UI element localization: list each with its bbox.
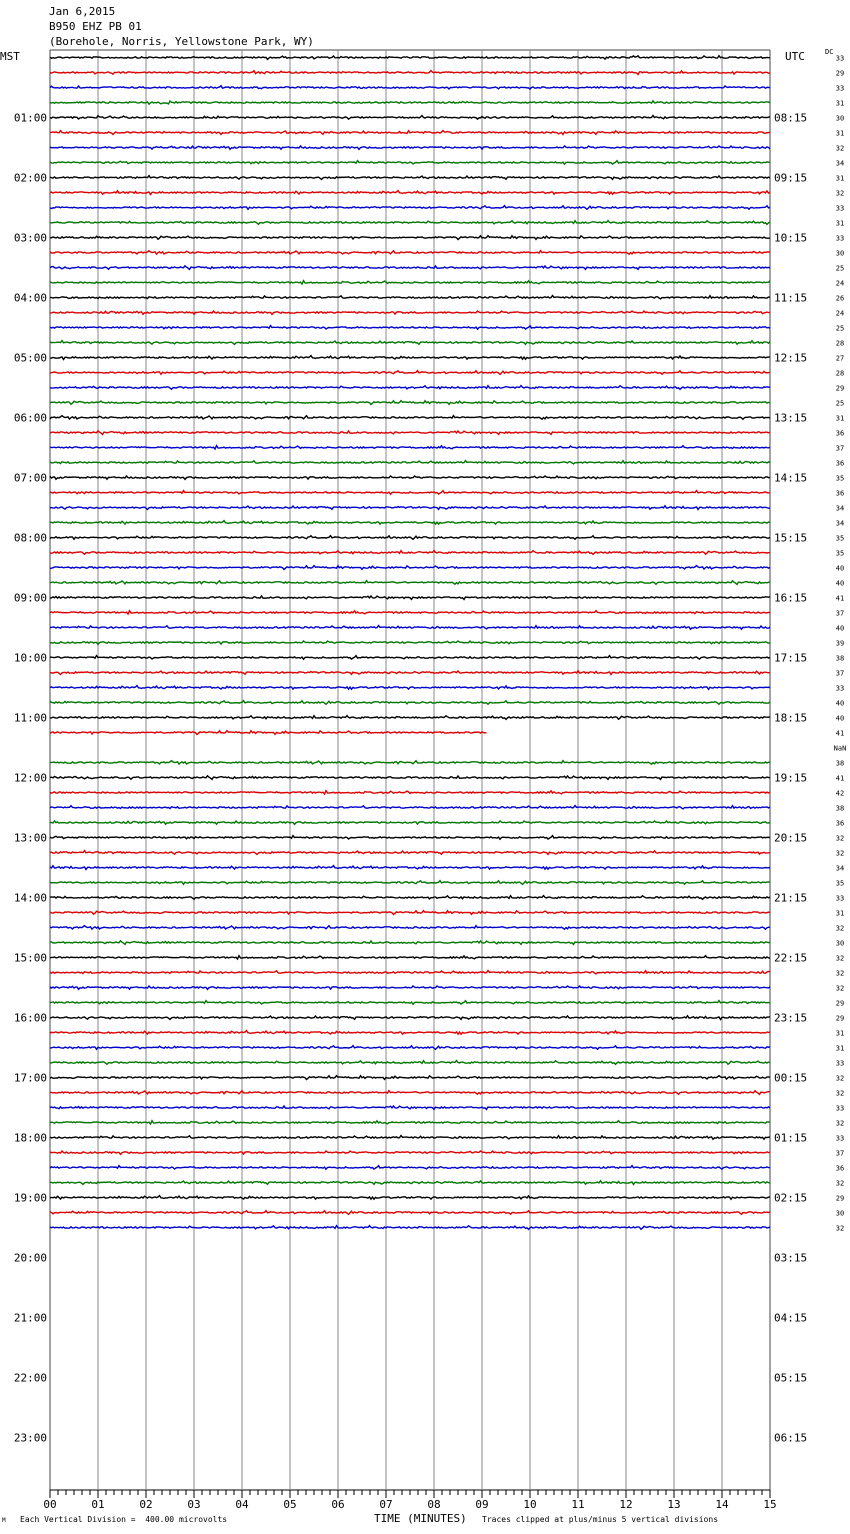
dc-offset-value: 41 [835, 729, 845, 738]
seismic-trace [50, 881, 770, 885]
dc-offset-value: 36 [835, 459, 845, 468]
seismic-trace [50, 1121, 770, 1124]
clip-note: Traces clipped at plus/minus 5 vertical divisions [482, 1515, 719, 1524]
dc-offset-value: 30 [835, 1209, 845, 1218]
mst-hour-label: 19:00 [13, 1191, 47, 1205]
plot-date: Jan 6,2015 [49, 5, 116, 18]
mst-hour-label: 10:00 [13, 651, 47, 665]
x-tick-label: 15 [763, 1498, 777, 1511]
utc-hour-label: 21:15 [774, 891, 808, 905]
mst-hour-label: 20:00 [13, 1251, 47, 1265]
seismic-trace [50, 896, 770, 900]
seismic-trace [50, 311, 770, 314]
mst-hour-label: 04:00 [13, 291, 47, 305]
seismic-trace [50, 1031, 770, 1035]
seismic-trace [50, 86, 770, 89]
seismic-trace [50, 1136, 770, 1140]
dc-offset-value: 33 [835, 684, 845, 693]
dc-offset-value: 32 [835, 969, 845, 978]
seismic-trace [50, 611, 770, 614]
dc-offset-value: 32 [835, 144, 845, 153]
seismic-trace [50, 536, 770, 540]
seismic-trace [50, 281, 770, 284]
dc-offset-value: 33 [835, 234, 845, 243]
dc-offset-value: 38 [835, 804, 845, 813]
mst-hour-label: 12:00 [13, 771, 47, 785]
dc-offset-value: 34 [835, 519, 845, 528]
utc-hour-label: 02:15 [774, 1191, 808, 1205]
utc-hour-label: 05:15 [774, 1371, 808, 1385]
mst-hour-label: 16:00 [13, 1011, 47, 1025]
dc-offset-value: 26 [835, 294, 845, 303]
dc-offset-value: 40 [835, 579, 845, 588]
seismic-trace [50, 386, 770, 390]
mst-hour-label: 17:00 [13, 1071, 47, 1085]
dc-offset-value: 28 [835, 339, 845, 348]
utc-hour-label: 18:15 [774, 711, 808, 725]
dc-offset-value: 32 [835, 834, 845, 843]
utc-hour-label: 19:15 [774, 771, 808, 785]
seismic-trace [50, 941, 770, 945]
seismic-trace [50, 176, 770, 180]
dc-offset-value: 33 [835, 84, 845, 93]
seismic-trace [50, 761, 770, 765]
dc-offset-value: 24 [835, 279, 845, 288]
seismic-trace [50, 506, 770, 510]
dc-offset-value: 33 [835, 54, 845, 63]
seismic-trace [50, 101, 770, 104]
dc-offset-value: 35 [835, 549, 845, 558]
dc-offset-value: 32 [835, 1119, 845, 1128]
seismic-trace [50, 236, 770, 240]
mst-hour-label: 13:00 [13, 831, 47, 845]
dc-offset-value: 28 [835, 369, 845, 378]
dc-offset-value: 27 [835, 354, 845, 363]
seismic-trace [50, 1181, 770, 1185]
seismic-trace [50, 821, 770, 825]
mst-hour-label: 07:00 [13, 471, 47, 485]
seismic-trace [50, 191, 770, 195]
utc-hour-label: 17:15 [774, 651, 808, 665]
dc-offset-value: 32 [835, 849, 845, 858]
utc-hour-label: 16:15 [774, 591, 808, 605]
dc-offset-value: 31 [835, 1044, 845, 1053]
dc-offset-value: 34 [835, 504, 845, 513]
dc-offset-value: 36 [835, 489, 845, 498]
utc-hour-label: 11:15 [774, 291, 808, 305]
seismic-trace [50, 791, 770, 794]
dc-offset-value: 32 [835, 189, 845, 198]
dc-offset-value: 33 [835, 894, 845, 903]
dc-offset-value: 30 [835, 114, 845, 123]
dc-offset-value: 38 [835, 759, 845, 768]
seismic-trace [50, 221, 770, 225]
mst-hour-label: 15:00 [13, 951, 47, 965]
x-tick-label: 05 [283, 1498, 297, 1511]
dc-offset-value: 37 [835, 1149, 845, 1158]
dc-offset-value: 32 [835, 1224, 845, 1233]
dc-offset-value: 34 [835, 864, 845, 873]
seismic-trace [50, 371, 770, 375]
dc-offset-value: 33 [835, 1059, 845, 1068]
utc-hour-label: 14:15 [774, 471, 808, 485]
mst-hour-label: 03:00 [13, 231, 47, 245]
seismic-trace [50, 1061, 770, 1065]
seismic-trace [50, 1196, 770, 1200]
dc-offset-value: 30 [835, 939, 845, 948]
utc-hour-label: 12:15 [774, 351, 808, 365]
dc-offset-value: 41 [835, 774, 845, 783]
utc-hour-label: 13:15 [774, 411, 808, 425]
dc-offset-value: 37 [835, 609, 845, 618]
seismic-trace [50, 671, 770, 675]
dc-offset-value: 42 [835, 789, 845, 798]
seismic-trace [50, 656, 770, 660]
seismic-trace [50, 776, 770, 780]
scale-note: Each Vertical Division = 400.00 microvolts [20, 1515, 228, 1524]
seismic-trace [50, 851, 770, 855]
mst-hour-label: 18:00 [13, 1131, 47, 1145]
x-tick-label: 02 [139, 1498, 153, 1511]
dc-offset-value: 29 [835, 69, 845, 78]
mst-hour-label: 01:00 [13, 111, 47, 125]
mst-hour-label: 14:00 [13, 891, 47, 905]
seismic-trace [50, 401, 770, 405]
mst-axis-label: MST [0, 50, 20, 63]
mst-hour-label: 21:00 [13, 1311, 47, 1325]
utc-hour-label: 01:15 [774, 1131, 808, 1145]
utc-hour-label: 20:15 [774, 831, 808, 845]
seismic-trace [50, 461, 770, 464]
seismic-trace [50, 596, 770, 599]
mst-hour-label: 11:00 [13, 711, 47, 725]
x-tick-label: 09 [475, 1498, 489, 1511]
x-tick-label: 14 [715, 1498, 729, 1511]
dc-offset-value: 33 [835, 1134, 845, 1143]
seismic-trace [50, 56, 770, 60]
x-tick-label: 00 [43, 1498, 57, 1511]
dc-offset-value: 41 [835, 594, 845, 603]
seismic-trace [50, 341, 770, 345]
seismic-trace [50, 431, 770, 435]
dc-offset-value: 29 [835, 1194, 845, 1203]
station-code: B950 EHZ PB 01 [49, 20, 142, 33]
dc-offset-value: 40 [835, 699, 845, 708]
dc-offset-value: 31 [835, 219, 845, 228]
seismic-trace [50, 356, 770, 360]
dc-offset-value: 35 [835, 534, 845, 543]
mst-hour-label: 06:00 [13, 411, 47, 425]
dc-offset-value: 31 [835, 174, 845, 183]
utc-hour-label: 03:15 [774, 1251, 808, 1265]
seismic-trace [50, 1091, 770, 1095]
seismic-trace [50, 956, 770, 959]
seismic-trace [50, 701, 770, 705]
seismic-trace [50, 1226, 770, 1230]
dc-offset-value: 31 [835, 1029, 845, 1038]
dc-offset-value: 40 [835, 714, 845, 723]
seismic-trace [50, 1016, 770, 1020]
seismic-trace [50, 731, 487, 735]
utc-hour-label: 15:15 [774, 531, 808, 545]
utc-hour-label: 23:15 [774, 1011, 808, 1025]
mst-hour-label: 23:00 [13, 1431, 47, 1445]
utc-hour-label: 22:15 [774, 951, 808, 965]
dc-offset-value: 32 [835, 1179, 845, 1188]
seismic-trace [50, 566, 770, 570]
dc-offset-value: 32 [835, 984, 845, 993]
dc-label: DC [825, 48, 834, 56]
dc-offset-value: 34 [835, 159, 845, 168]
dc-offset-value: 25 [835, 399, 845, 408]
dc-offset-value: NaN [833, 744, 847, 753]
footer-left-mark: M [2, 1517, 6, 1524]
utc-hour-label: 10:15 [774, 231, 808, 245]
mst-hour-label: 09:00 [13, 591, 47, 605]
x-tick-label: 11 [571, 1498, 585, 1511]
seismic-trace [50, 326, 770, 330]
x-tick-label: 06 [331, 1498, 345, 1511]
mst-hour-label: 05:00 [13, 351, 47, 365]
x-tick-label: 10 [523, 1498, 537, 1511]
dc-offset-value: 35 [835, 879, 845, 888]
utc-hour-label: 09:15 [774, 171, 808, 185]
x-tick-label: 01 [91, 1498, 105, 1511]
dc-offset-value: 25 [835, 264, 845, 273]
seismic-trace [50, 1001, 770, 1005]
dc-offset-value: 29 [835, 1014, 845, 1023]
dc-offset-value: 31 [835, 99, 845, 108]
seismic-trace [50, 626, 770, 630]
seismic-trace [50, 641, 770, 644]
seismic-trace [50, 926, 770, 930]
mst-hour-label: 08:00 [13, 531, 47, 545]
seismic-trace [50, 1076, 770, 1080]
seismic-trace [50, 71, 770, 75]
x-tick-label: 04 [235, 1498, 249, 1511]
seismic-trace [50, 911, 770, 915]
seismic-trace [50, 206, 770, 210]
dc-offset-value: 33 [835, 204, 845, 213]
seismic-trace [50, 866, 770, 870]
seismic-trace [50, 446, 770, 449]
dc-offset-value: 38 [835, 654, 845, 663]
seismic-trace [50, 1046, 770, 1050]
x-tick-label: 08 [427, 1498, 441, 1511]
seismic-trace [50, 806, 770, 809]
seismic-trace [50, 986, 770, 989]
dc-offset-value: 37 [835, 444, 845, 453]
dc-offset-value: 37 [835, 669, 845, 678]
seismic-trace [50, 416, 770, 420]
mst-hour-label: 22:00 [13, 1371, 47, 1385]
dc-offset-value: 35 [835, 474, 845, 483]
seismic-trace [50, 1151, 770, 1154]
dc-offset-value: 40 [835, 564, 845, 573]
dc-offset-value: 36 [835, 1164, 845, 1173]
utc-axis-label: UTC [785, 50, 805, 63]
x-tick-label: 03 [187, 1498, 201, 1511]
utc-hour-label: 04:15 [774, 1311, 808, 1325]
x-axis-title: TIME (MINUTES) [374, 1512, 467, 1525]
dc-offset-value: 29 [835, 999, 845, 1008]
mst-hour-label: 02:00 [13, 171, 47, 185]
seismic-trace [50, 971, 770, 974]
seismic-trace [50, 161, 770, 165]
x-tick-label: 07 [379, 1498, 393, 1511]
dc-offset-value: 32 [835, 924, 845, 933]
seismic-trace [50, 131, 770, 135]
seismic-trace [50, 836, 770, 840]
dc-offset-value: 36 [835, 429, 845, 438]
dc-offset-value: 31 [835, 909, 845, 918]
dc-offset-value: 32 [835, 1089, 845, 1098]
dc-offset-value: 25 [835, 324, 845, 333]
seismic-trace [50, 1106, 770, 1109]
dc-offset-value: 32 [835, 954, 845, 963]
seismic-trace [50, 476, 770, 479]
dc-offset-value: 32 [835, 1074, 845, 1083]
seismic-trace [50, 686, 770, 690]
dc-offset-value: 31 [835, 414, 845, 423]
x-tick-label: 13 [667, 1498, 681, 1511]
dc-offset-value: 40 [835, 624, 845, 633]
seismic-trace [50, 581, 770, 585]
dc-offset-value: 30 [835, 249, 845, 258]
seismic-trace [50, 521, 770, 525]
seismic-trace [50, 251, 770, 255]
dc-offset-value: 29 [835, 384, 845, 393]
utc-hour-label: 06:15 [774, 1431, 808, 1445]
seismic-trace [50, 116, 770, 120]
dc-offset-value: 36 [835, 819, 845, 828]
dc-offset-value: 33 [835, 1104, 845, 1113]
seismic-trace [50, 266, 770, 270]
seismic-trace [50, 1166, 770, 1170]
station-location: (Borehole, Norris, Yellowstone Park, WY) [49, 35, 314, 48]
seismic-trace [50, 551, 770, 555]
seismic-trace [50, 296, 770, 299]
x-tick-label: 12 [619, 1498, 633, 1511]
dc-offset-value: 39 [835, 639, 845, 648]
dc-offset-value: 31 [835, 129, 845, 138]
dc-offset-value: 24 [835, 309, 845, 318]
utc-hour-label: 00:15 [774, 1071, 808, 1085]
utc-hour-label: 08:15 [774, 111, 808, 125]
seismic-trace [50, 146, 770, 149]
seismic-trace [50, 491, 770, 495]
seismic-trace [50, 716, 770, 720]
seismic-trace [50, 1211, 770, 1215]
